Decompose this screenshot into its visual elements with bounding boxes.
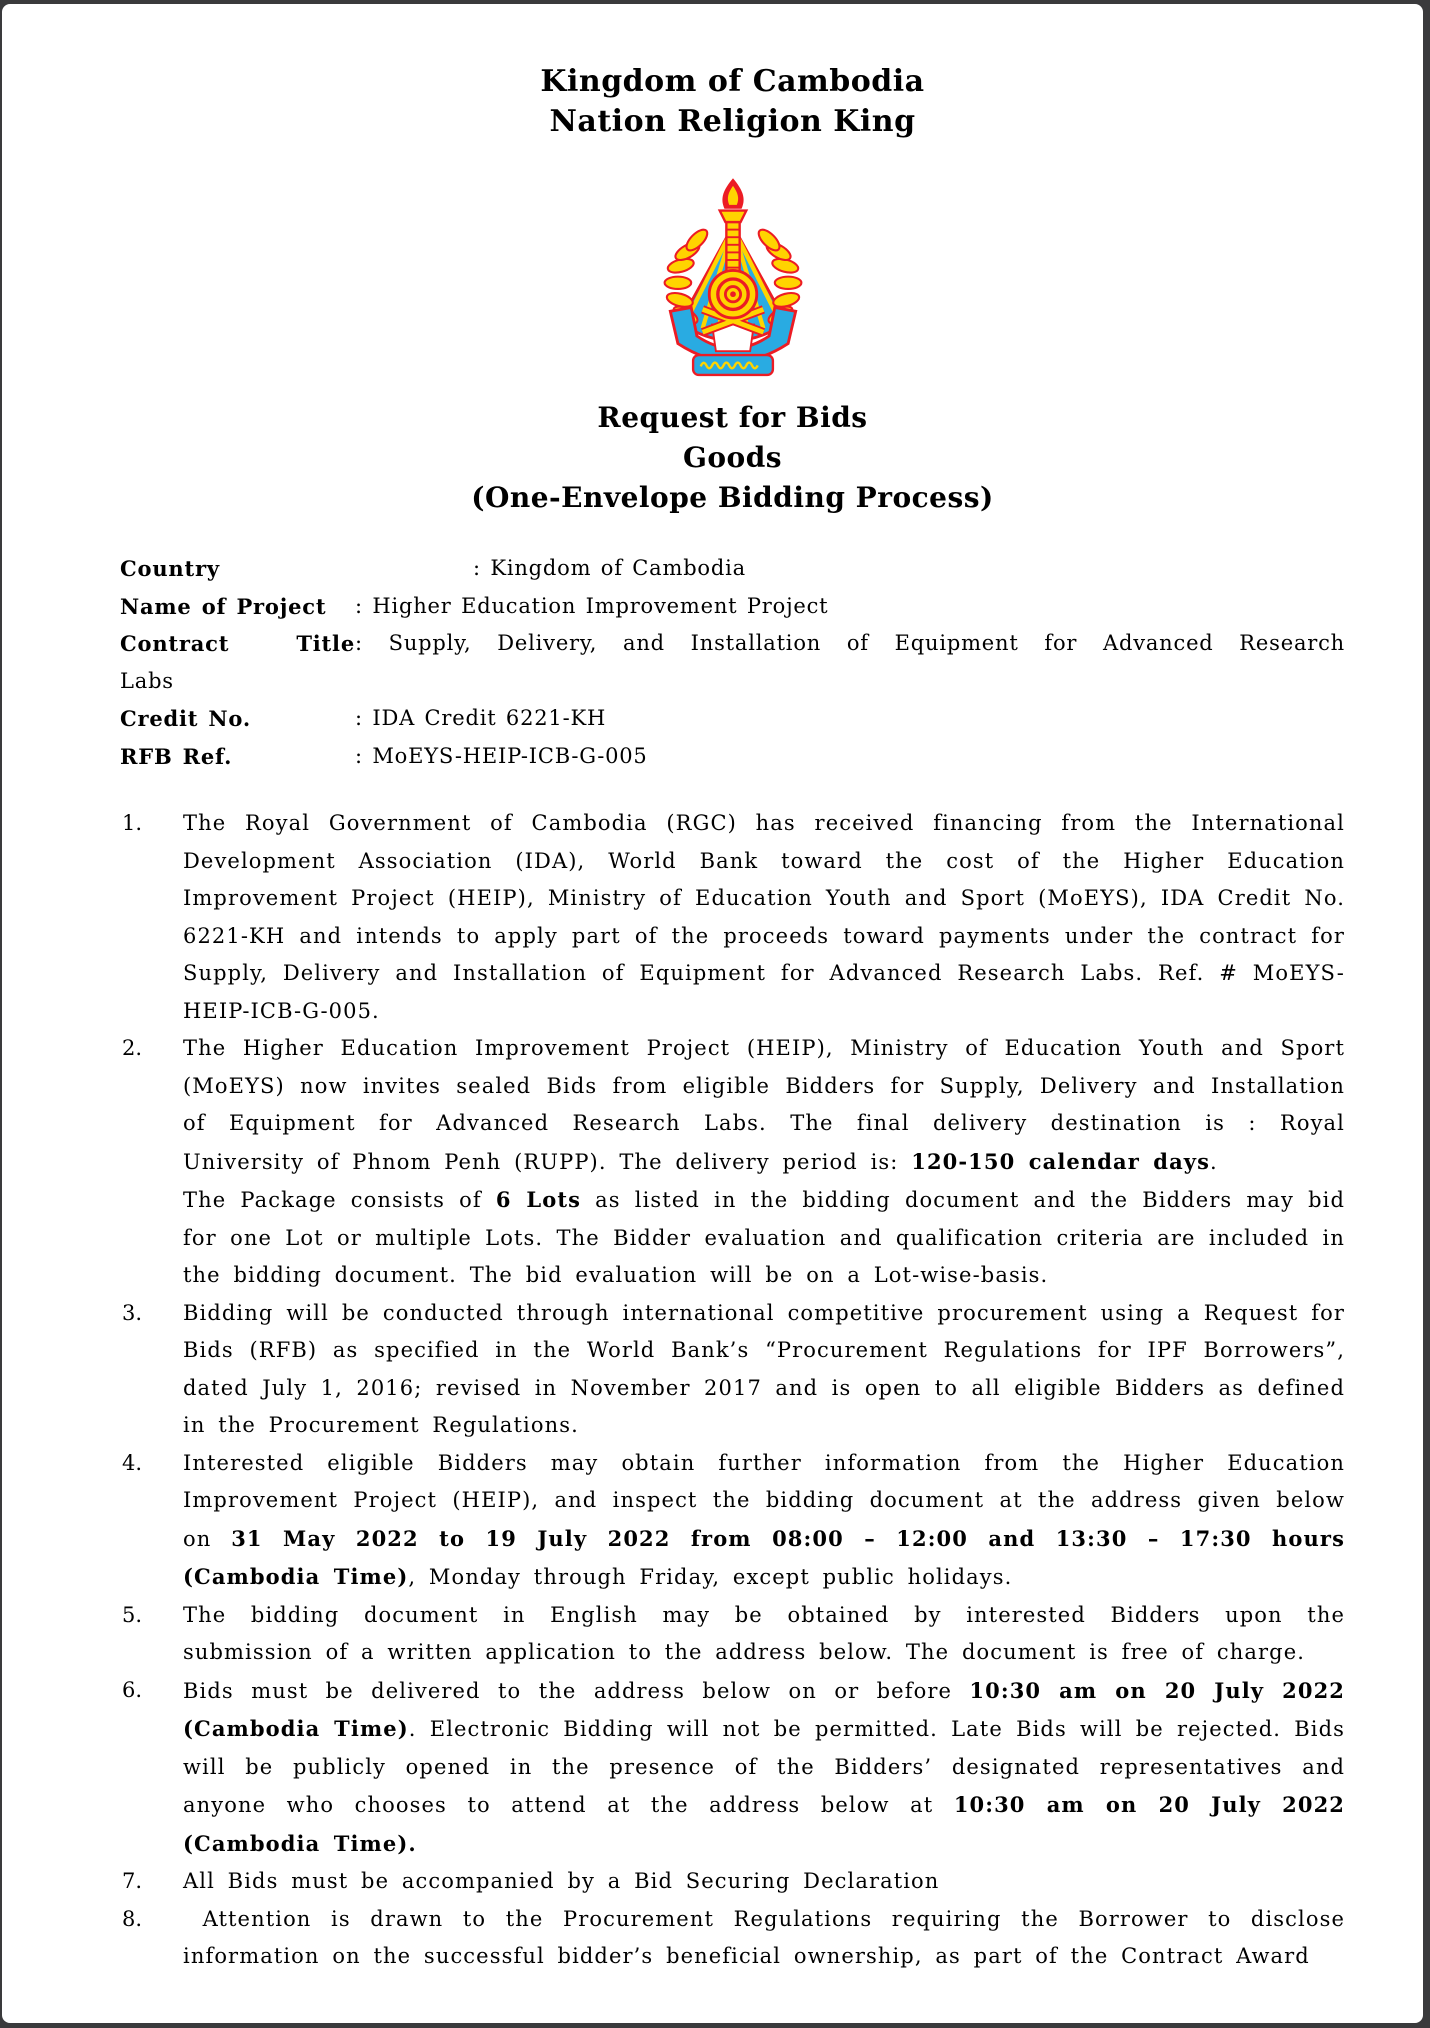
field-row xyxy=(120,700,1345,738)
paragraph-text: Attention is drawn to the Procurement Regulations requiring the Borrower to disclose information on the successful bidder’s beneficial ownership, as part of the Contract Award xyxy=(183,1906,1345,1968)
document-subtitle xyxy=(120,398,1345,518)
paragraph-number: 7. xyxy=(122,1869,143,1893)
numbered-paragraph xyxy=(120,1901,1345,1976)
field-value: : IDA Credit 6221-KH xyxy=(355,706,607,730)
subtitle-line-1: Request for Bids xyxy=(597,401,868,434)
numbered-paragraph xyxy=(120,1863,1345,1901)
field-label: Credit No. xyxy=(120,706,251,731)
paragraph-text: Bidding will be conducted through international competitive procurement using a Request for Bids (RFB) as specified in the World Bank’s “Procurement Regulations for IPF Borrowers”, dated July 1, 2016; revised in November 2017 and is open to all eligible Bidders as defined in the Procurement Regulations. xyxy=(183,1300,1345,1437)
field-row xyxy=(120,738,1345,776)
field-row xyxy=(120,550,1345,588)
numbered-paragraph xyxy=(120,1597,1345,1672)
numbered-paragraph xyxy=(120,805,1345,1030)
field-label: Name of Project xyxy=(120,593,327,619)
field-value-wrap: Labs xyxy=(120,668,174,693)
paragraph-text: The bidding document in English may be obtained by interested Bidders upon the submission of a written application to the address below. The document is free of charge. xyxy=(183,1602,1345,1664)
field-row xyxy=(120,625,1345,663)
document-content xyxy=(2,62,1423,1976)
subtitle-line-2: Goods xyxy=(682,441,783,474)
field-value: : Supply, Delivery, and Installation of Equipment for Advanced Research xyxy=(355,631,1345,655)
fields xyxy=(120,550,1345,775)
paragraph-text: Interested eligible Bidders may obtain further information from the Higher Education Improvement Project (HEIP), and inspect the bidding document at the address given below on 31 May 2022 to 19 July 2022 from 08:00 – 12:00 and 13:30 – 17:30 hours (Cambodia Time), Monday through Friday, except public holidays. xyxy=(183,1450,1345,1589)
document-title xyxy=(120,62,1345,142)
paragraph-text: The Higher Education Improvement Project (HEIP), Ministry of Education Youth and Sport (MoEYS) now invites sealed Bids from eligible Bidders for Supply, Delivery and Installation of Equipment for Advanced Research Labs. The final delivery destination is : Royal University of Phnom Penh (RUPP). The delivery period is: 120-150 calendar days. xyxy=(183,1036,1345,1174)
numbered-paragraph xyxy=(120,1445,1345,1597)
title-line-1: Kingdom of Cambodia xyxy=(540,64,925,99)
moeys-emblem-logo xyxy=(657,174,809,384)
field-value: : Kingdom of Cambodia xyxy=(473,556,746,580)
paragraph-number: 3. xyxy=(122,1300,143,1325)
paragraph-text: All Bids must be accompanied by a Bid Securing Declaration xyxy=(183,1869,940,1893)
paragraph-text: Bids must be delivered to the address below on or before 10:30 am on 20 July 2022 (Cambodia Time). Electronic Bidding will not be permitted. Late Bids will be rejected. Bids will be publicly opened in the presence of the Bidders’ designated representatives and anyone who chooses to attend at the address below at 10:30 am on 20 July 2022 (Cambodia Time). xyxy=(183,1677,1346,1856)
paragraph-number: 4. xyxy=(122,1450,143,1475)
paragraph-list xyxy=(120,805,1345,1976)
subtitle-line-3: (One-Envelope Bidding Process) xyxy=(471,481,994,514)
numbered-paragraph xyxy=(120,1295,1345,1445)
field-value: : Higher Education Improvement Project xyxy=(355,593,829,618)
paragraph-number: 6. xyxy=(122,1677,143,1702)
field-label: Contract Title xyxy=(120,631,355,656)
paragraph-number: 8. xyxy=(122,1906,143,1931)
field-label: RFB Ref. xyxy=(120,743,233,769)
numbered-paragraph xyxy=(120,1672,1345,1864)
field-row xyxy=(120,588,1345,626)
field-label: Country xyxy=(120,556,220,581)
paragraph-number: 1. xyxy=(122,811,143,835)
paragraph-text: The Royal Government of Cambodia (RGC) has received financing from the International Development Association (IDA), World Bank toward the cost of the Higher Education Improvement Project (HEIP), Ministry of Education Youth and Sport (MoEYS), IDA Credit No. 6221-KH and intends to apply part of the proceeds toward payments under the contract for Supply, Delivery and Installation of Equipment for Advanced Research Labs. Ref. # MoEYS-HEIP-ICB-G-005. xyxy=(183,811,1345,1023)
document-page xyxy=(2,4,1423,2023)
emblem-container xyxy=(120,174,1345,384)
paragraph-number: 2. xyxy=(122,1036,143,1060)
numbered-paragraph xyxy=(120,1030,1345,1295)
paragraph-number: 5. xyxy=(122,1602,143,1627)
paragraph-text: The Package consists of 6 Lots as listed in the bidding document and the Bidders may bid for one Lot or multiple Lots. The Bidder evaluation and qualification criteria are included in the bidding document. The bid evaluation will be on a Lot-wise-basis. xyxy=(183,1187,1345,1287)
field-value: : MoEYS-HEIP-ICB-G-005 xyxy=(355,743,648,768)
title-line-2: Nation Religion King xyxy=(549,104,916,139)
